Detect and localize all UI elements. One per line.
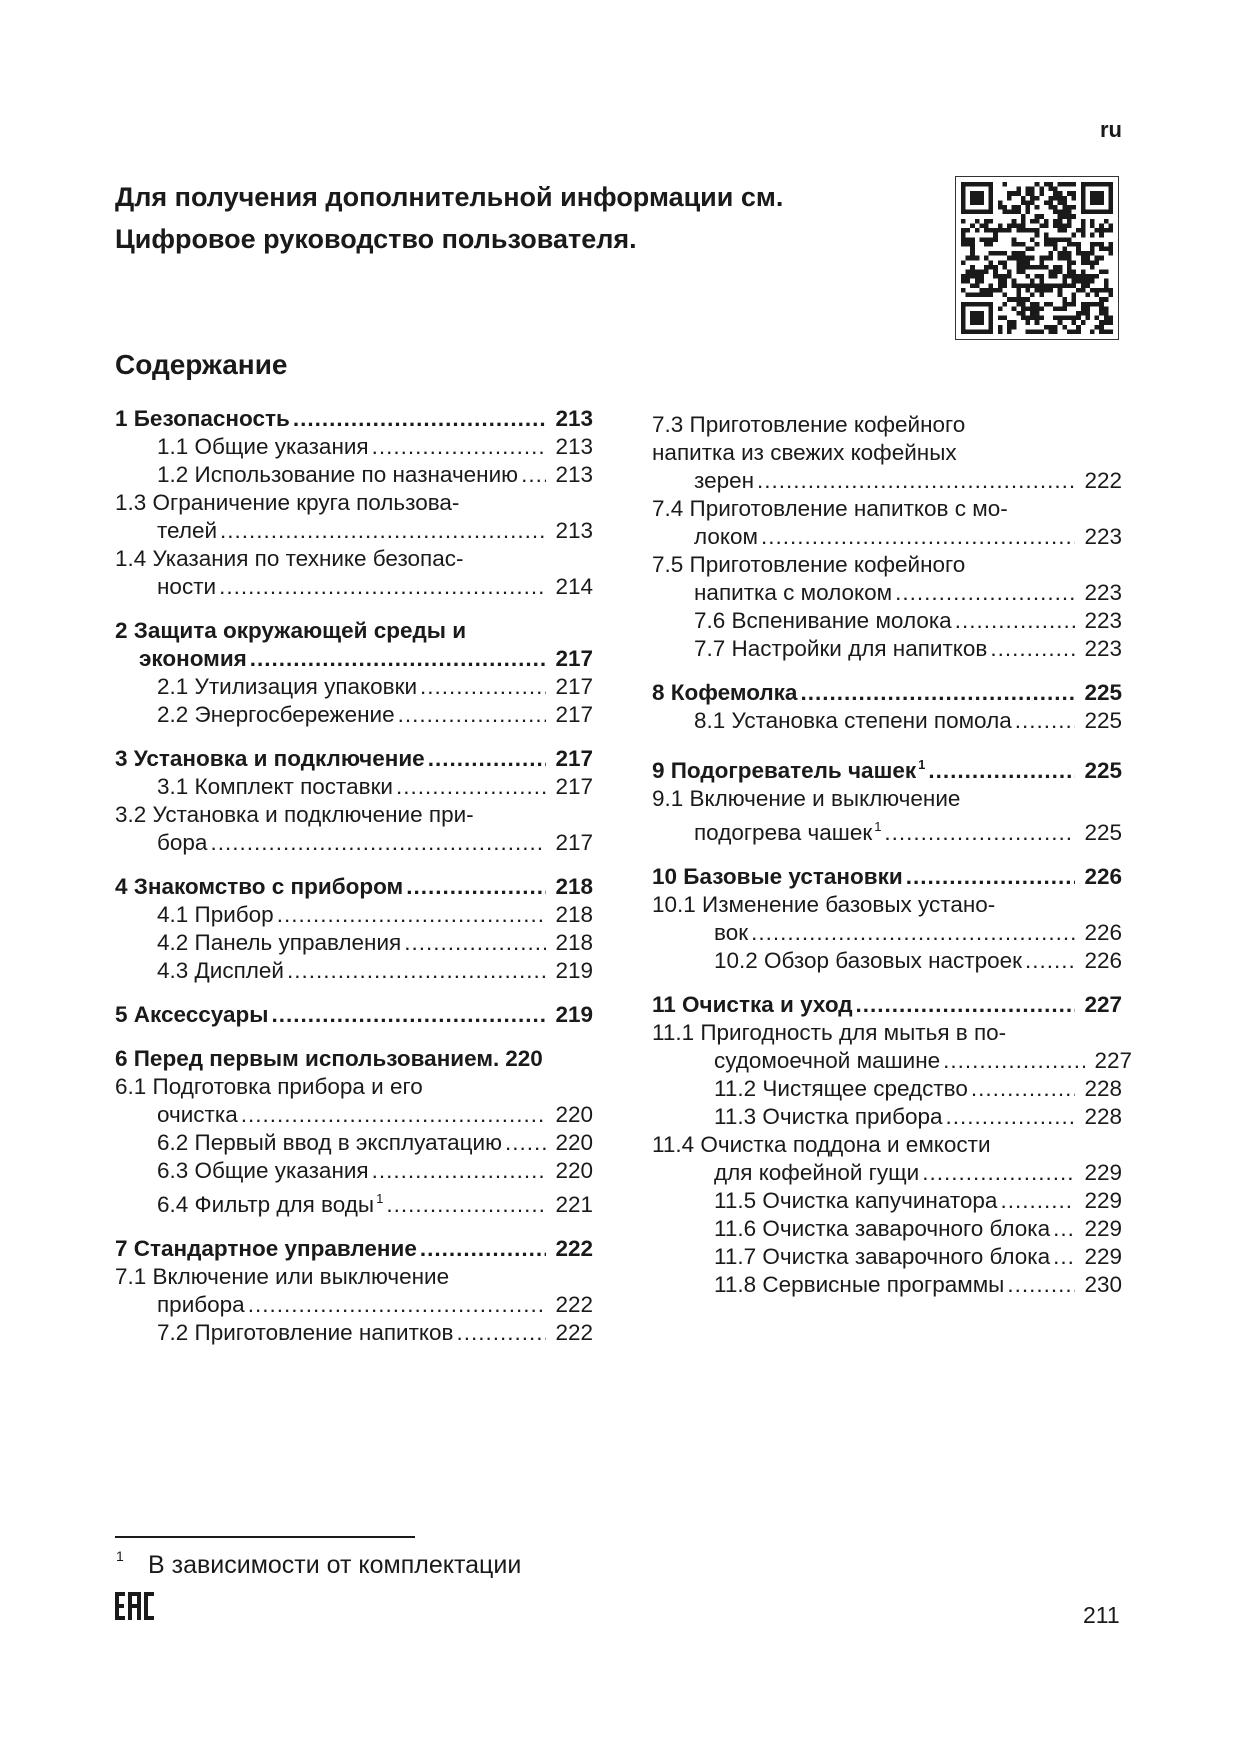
toc-entry[interactable]: 4.2 Панель управления ..... 218 [115, 929, 593, 957]
toc-entry[interactable]: 1.2 Использование по назначению ..... 213 [115, 461, 593, 489]
toc-entry[interactable]: 4 Знакомство с прибором ..... 218 [115, 873, 593, 901]
footnote-mark: 1 [116, 1548, 124, 1564]
toc-entry[interactable]: 2.1 Утилизация упаковки ..... 217 [115, 673, 593, 701]
toc-entry[interactable]: 11.8 Сервисные программы ..... 230 [652, 1271, 1122, 1299]
toc-entry[interactable]: 6.1 Подготовка прибора и его очистка ..... 220 [115, 1073, 593, 1129]
toc-entry[interactable]: 8 Кофемолка ..... 225 [652, 679, 1122, 707]
toc-entry[interactable]: 11.6 Очистка заварочного блока ..... 229 [652, 1215, 1122, 1243]
toc-entry[interactable]: 10.1 Изменение базовых устано- вок ..... 226 [652, 891, 1122, 947]
toc-entry[interactable]: 4.1 Прибор ..... 218 [115, 901, 593, 929]
toc-entry[interactable]: 7.7 Настройки для напитков ..... 223 [652, 635, 1122, 663]
toc-entry[interactable]: 10.2 Обзор базовых настроек ..... 226 [652, 947, 1122, 975]
footnote-ref: 1 [376, 1191, 384, 1206]
intro-heading [115, 176, 783, 260]
toc-entry[interactable]: 1.1 Общие указания ..... 213 [115, 433, 593, 461]
toc-entry[interactable]: 3.2 Установка и подключение при- бора ..... 217 [115, 801, 593, 857]
toc-entry[interactable]: 11.3 Очистка прибора ..... 228 [652, 1103, 1122, 1131]
page-number: 211 [1083, 1602, 1120, 1628]
toc-entry[interactable]: 1.3 Ограничение круга пользова- телей ..... 213 [115, 489, 593, 545]
toc-entry[interactable]: 11.4 Очистка поддона и емкости для кофейной гущи ..... 229 [652, 1131, 1122, 1187]
intro-line-1: Для получения дополнительной информации см. [115, 182, 784, 212]
toc-entry[interactable]: 9 Подогреватель чашек $^1$ ..... 225 [652, 751, 1122, 785]
toc-entry[interactable]: 7.3 Приготовление кофейного напитка из свежих кофейных зерен ..... 222 [652, 411, 1122, 495]
language-code: ru [1100, 117, 1122, 142]
toc-entry[interactable]: 9.1 Включение и выключение подогрева чашек $^1$ ..... 225 [652, 785, 1122, 847]
toc-left-column [115, 405, 593, 1363]
toc-entry[interactable]: 6 Перед первым использованием. 220 [115, 1046, 543, 1071]
footnote-ref: 1 [918, 757, 926, 772]
toc-entry[interactable]: 10 Базовые установки ..... 226 [652, 863, 1122, 891]
toc-entry[interactable]: 4.3 Дисплей ..... 219 [115, 957, 593, 985]
footnote-text: В зависимости от комплектации [148, 1551, 522, 1579]
toc-entry[interactable]: 11.1 Пригодность для мытья в по- судомоечной машине ..... 227 [652, 1019, 1122, 1075]
toc-right-column [652, 411, 1132, 1315]
toc-entry[interactable]: 11.5 Очистка капучинатора ..... 229 [652, 1187, 1122, 1215]
toc-entry[interactable]: 5 Аксессуары ..... 219 [115, 1001, 593, 1029]
toc-title: Содержание [115, 349, 288, 380]
toc-entry[interactable]: 7.4 Приготовление напитков с мо- локом ..... 223 [652, 495, 1122, 551]
toc-entry[interactable]: 7.2 Приготовление напитков ..... 222 [115, 1319, 593, 1347]
toc-entry[interactable]: 7 Стандартное управление ..... 222 [115, 1235, 593, 1263]
toc-entry[interactable]: 1 Безопасность ..... 213 [115, 405, 593, 433]
toc-entry[interactable]: 7.6 Вспенивание молока ..... 223 [652, 607, 1122, 635]
toc-entry[interactable]: 7.1 Включение или выключение прибора ..... 222 [115, 1263, 593, 1319]
toc-entry[interactable]: 11 Очистка и уход ..... 227 [652, 991, 1122, 1019]
toc-entry[interactable]: 6.2 Первый ввод в эксплуатацию ..... 220 [115, 1129, 593, 1157]
footnote-ref: 1 [874, 819, 882, 834]
toc-entry[interactable]: 11.2 Чистящее средство ..... 228 [652, 1075, 1122, 1103]
qr-code-icon[interactable] [955, 176, 1119, 340]
toc-entry[interactable]: 11.7 Очистка заварочного блока ..... 229 [652, 1243, 1122, 1271]
toc-entry[interactable]: 2.2 Энергосбережение ..... 217 [115, 701, 593, 729]
eac-mark-icon [115, 1592, 155, 1625]
toc-entry[interactable]: 8.1 Установка степени помола ..... 225 [652, 707, 1122, 735]
toc-entry[interactable]: 2 Защита окружающей среды и экономия ..... 217 [115, 617, 593, 673]
toc-entry[interactable]: 6.3 Общие указания ..... 220 [115, 1157, 593, 1185]
toc-entry[interactable]: 7.5 Приготовление кофейного напитка с молоком ..... 223 [652, 551, 1122, 607]
toc-entry[interactable]: 1.4 Указания по технике безопас- ности ..... 214 [115, 545, 593, 601]
toc-entry[interactable]: 3.1 Комплект поставки ..... 217 [115, 773, 593, 801]
intro-line-2: Цифровое руководство пользователя. [115, 224, 637, 254]
toc-entry[interactable]: 6.4 Фильтр для воды $^1$ ..... 221 [115, 1185, 593, 1219]
footnote-divider [115, 1536, 415, 1538]
toc-entry[interactable]: 3 Установка и подключение ..... 217 [115, 745, 593, 773]
